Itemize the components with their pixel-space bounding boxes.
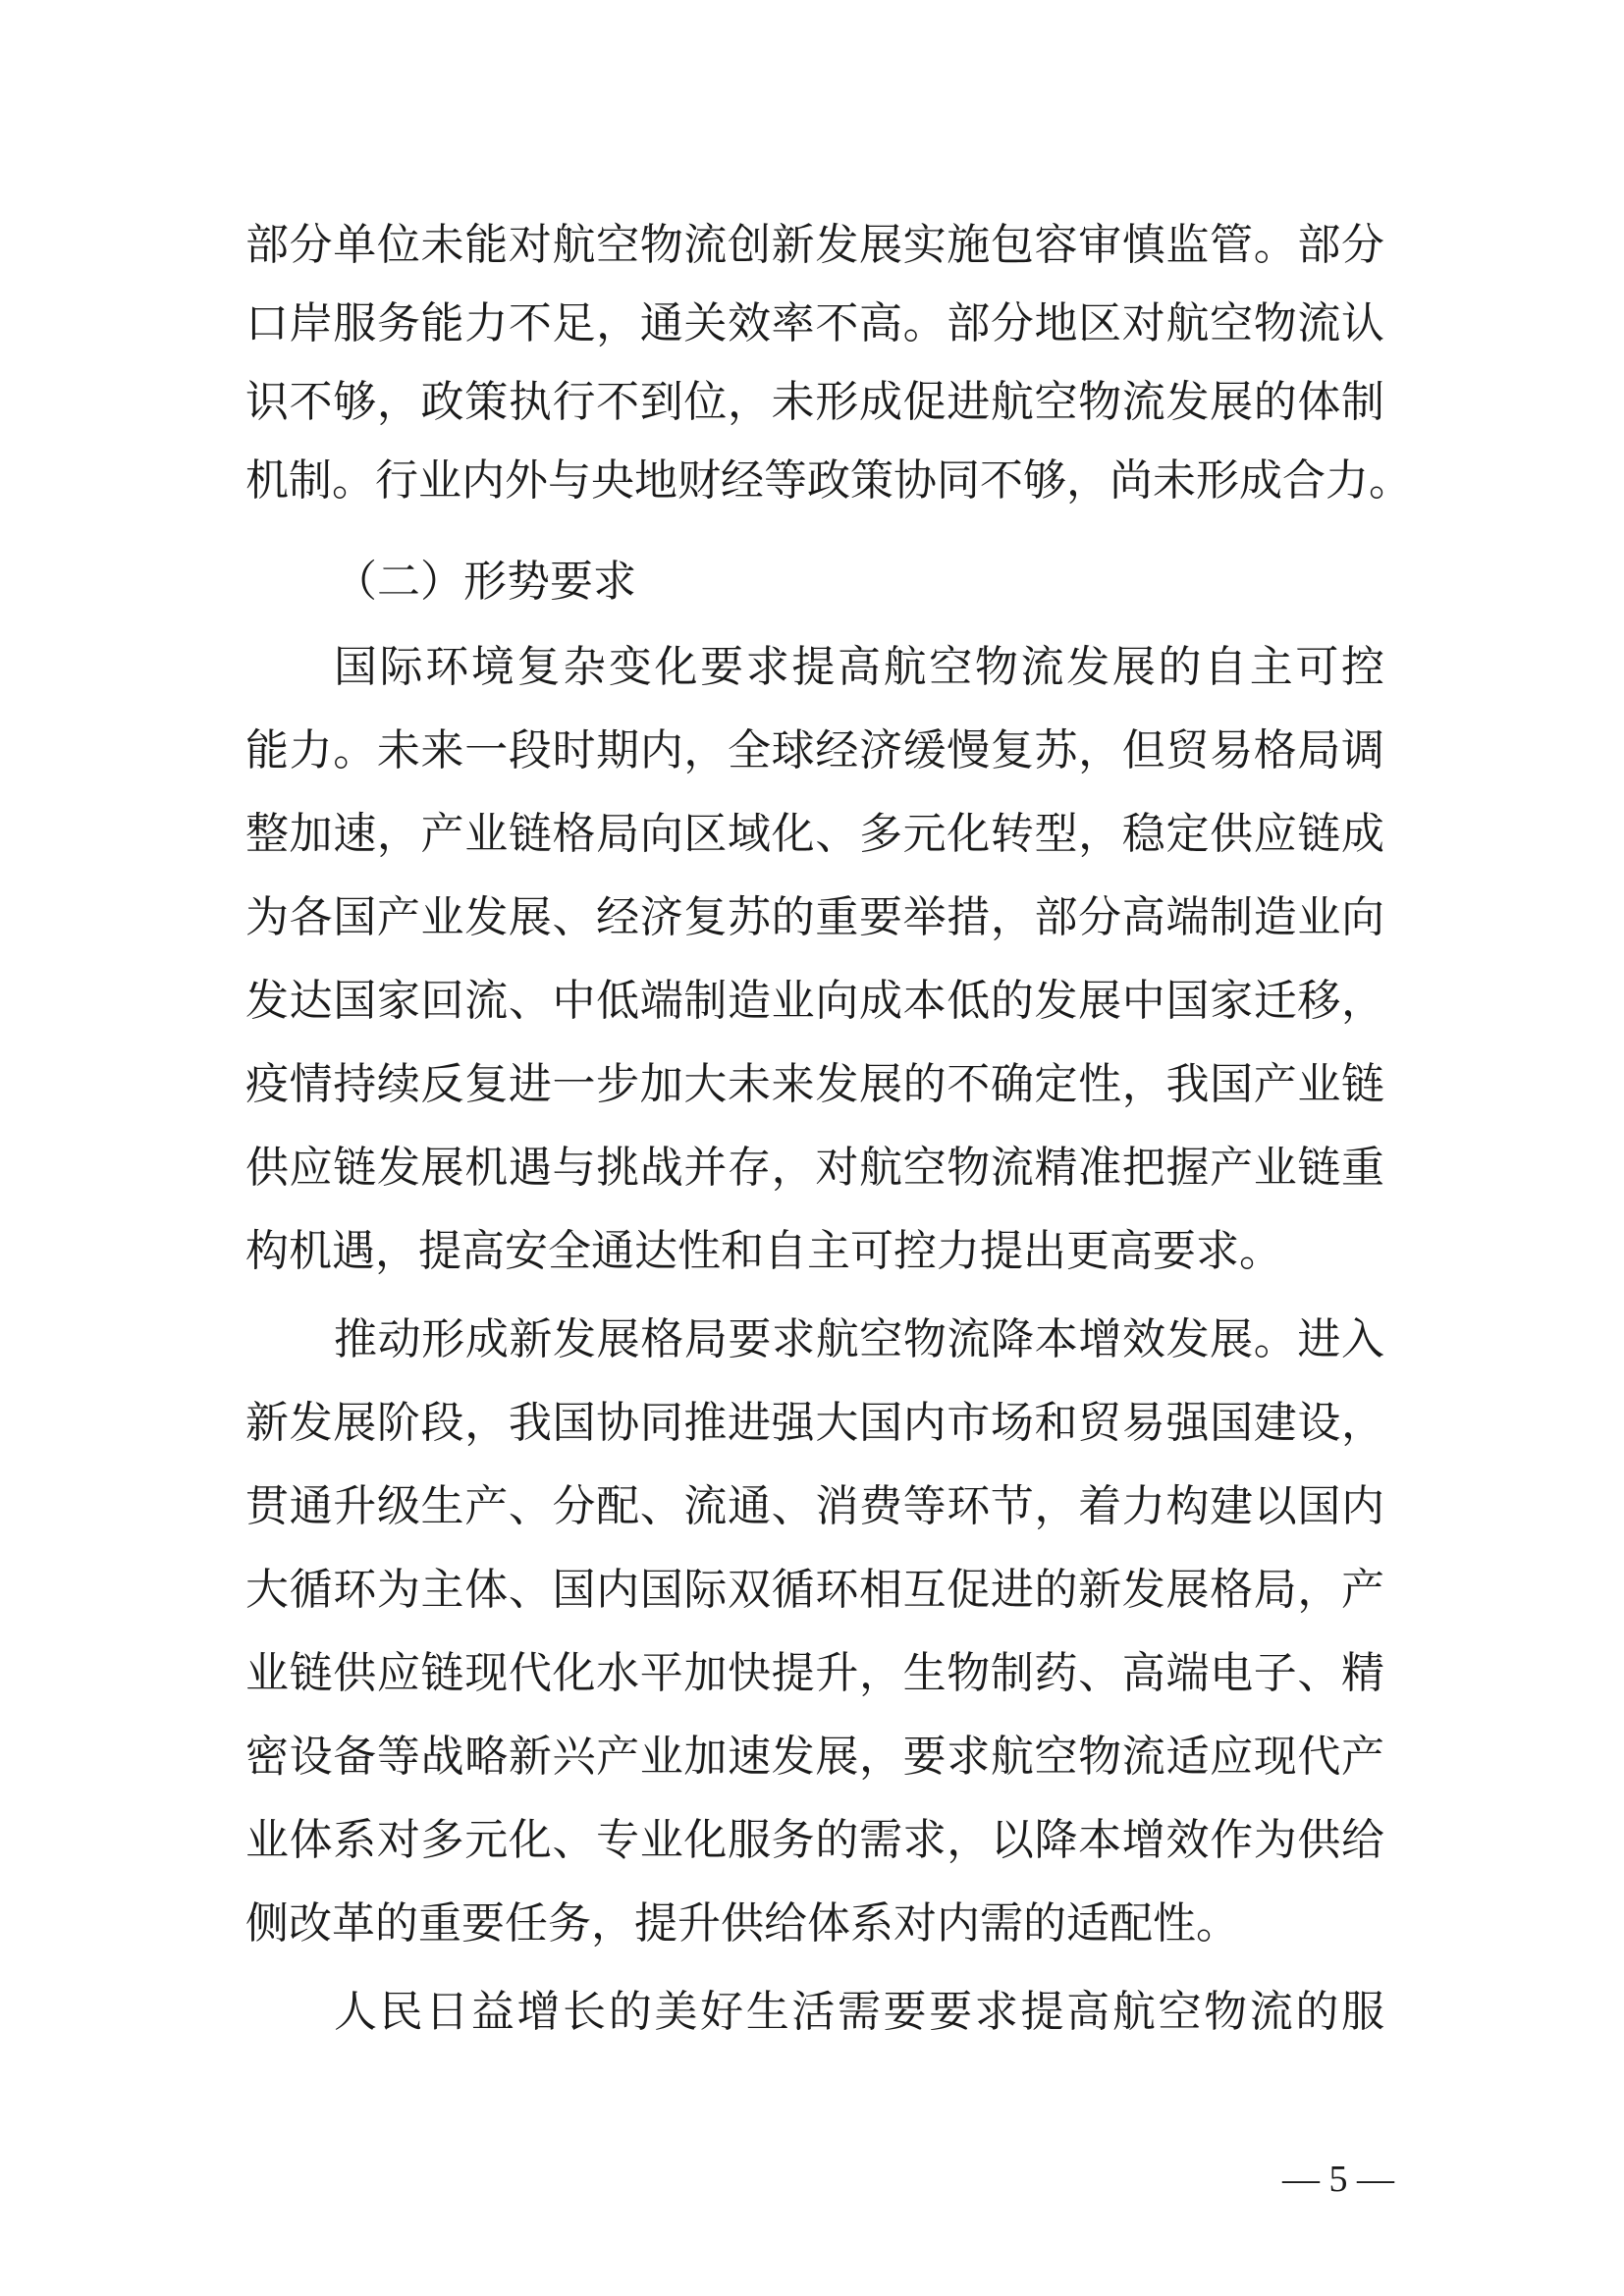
text-line: 侧改革的重要任务，提升供给体系对内需的适配性。 [245,1898,1239,1949]
text-line: 推动形成新发展格局要求航空物流降本增效发展。进入 [334,1314,1384,1364]
text-line: 能力。未来一段时期内，全球经济缓慢复苏，但贸易格局调 [245,725,1384,775]
text-line: 机制。行业内外与央地财经等政策协同不够，尚未形成合力。 [245,455,1412,506]
section-heading: （二）形势要求 [334,557,636,607]
text-line: 贯通升级生产、分配、流通、消费等环节，着力构建以国内 [245,1481,1384,1531]
text-line: 业体系对多元化、专业化服务的需求，以降本增效作为供给 [245,1815,1384,1865]
text-line: 供应链发展机遇与挑战并存，对航空物流精准把握产业链重 [245,1143,1384,1193]
text-line: 为各国产业发展、经济复苏的重要举措，部分高端制造业向 [245,892,1384,942]
text-line: 业链供应链现代化水平加快提升，生物制药、高端电子、精 [245,1648,1384,1698]
page-number: — 5 — [1282,2159,1394,2200]
text-line: 大循环为主体、国内国际双循环相互促进的新发展格局，产 [245,1565,1384,1615]
text-line: 人民日益增长的美好生活需要要求提高航空物流的服 [334,1987,1384,2037]
text-line: 口岸服务能力不足，通关效率不高。部分地区对航空物流认 [245,298,1384,348]
text-line: 识不够，政策执行不到位，未形成促进航空物流发展的体制 [245,377,1384,427]
text-line: 构机遇，提高安全通达性和自主可控力提出更高要求。 [245,1226,1282,1276]
text-line: 疫情持续反复进一步加大未来发展的不确定性，我国产业链 [245,1059,1384,1109]
text-line: 整加速，产业链格局向区域化、多元化转型，稳定供应链成 [245,809,1384,859]
text-line: 国际环境复杂变化要求提高航空物流发展的自主可控 [334,642,1384,692]
text-line: 密设备等战略新兴产业加速发展，要求航空物流适应现代产 [245,1732,1384,1782]
text-line: 新发展阶段，我国协同推进强大国内市场和贸易强国建设， [245,1398,1384,1448]
text-line: 发达国家回流、中低端制造业向成本低的发展中国家迁移， [245,976,1384,1026]
text-line: 部分单位未能对航空物流创新发展实施包容审慎监管。部分 [245,220,1384,270]
